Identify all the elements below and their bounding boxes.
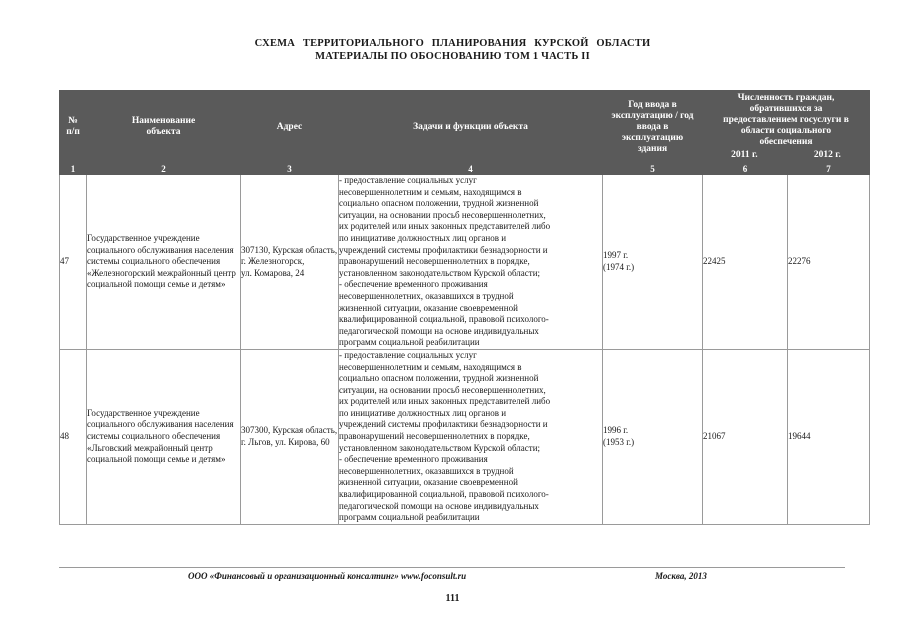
col-number: 5 — [603, 164, 703, 175]
col-number: 2 — [87, 164, 241, 175]
value-2011: 22425 — [703, 175, 788, 350]
object-year: 1996 г. (1953 г.) — [603, 349, 703, 524]
row-number: 48 — [60, 349, 87, 524]
col-header-name: Наименование объекта — [87, 91, 241, 164]
document-header — [0, 37, 905, 63]
object-year: 1997 г. (1974 г.) — [603, 175, 703, 350]
object-tasks: - предоставление социальных услуг несовершеннолетним и семьям, находящимся в социально опасном положении, трудной жизненной ситуации, на основании просьб несовершеннолетних, их родителей или иных законных представителей либо по инициативе должностных лиц органов и учреждений системы профилактики безнадзорности и правонарушений несовершеннолетних в порядке, установленном законодательством Курской области; - обеспечение временного проживания несовершеннолетних, оказавшихся в трудной жизненной ситуации, оказание своевременной квалифицированной социальной, правовой психолого- педагогической помощи на основе индивидуальных программ социальной реабилитации — [339, 349, 603, 524]
object-name: Государственное учреждение социального обслуживания населения системы социального обеспечения «Льговский межрайонный центр социальной помощи семье и детям» — [87, 349, 241, 524]
col-header-address: Адрес — [241, 91, 339, 164]
footer-company: ООО «Финансовый и организационный консалтинг» www.foconsult.ru — [188, 571, 467, 581]
page-number: 111 — [445, 593, 460, 604]
row-number: 47 — [60, 175, 87, 350]
col-number: 1 — [60, 164, 87, 175]
col-header-tasks: Задачи и функции объекта — [339, 91, 603, 164]
object-name: Государственное учреждение социального обслуживания населения системы социального обеспечения «Железногорский межрайонный центр социальной помощи семье и детям» — [87, 175, 241, 350]
col-number: 4 — [339, 164, 603, 175]
value-2012: 19644 — [788, 349, 870, 524]
header-title: СХЕМА ТЕРРИТОРИАЛЬНОГО ПЛАНИРОВАНИЯ КУРСКОЙ ОБЛАСТИ — [254, 38, 651, 49]
column-numbers-row — [60, 164, 870, 175]
value-2011: 21067 — [703, 349, 788, 524]
footer-city-year: Москва, 2013 — [655, 571, 707, 581]
col-header-count: Численность граждан, обратившихся за предоставлением госуслуги в области социального обеспечения 2011 г. 2012 г. — [703, 91, 870, 164]
header-subtitle: МАТЕРИАЛЫ ПО ОБОСНОВАНИЮ ТОМ 1 ЧАСТЬ II — [315, 51, 590, 62]
object-tasks: - предоставление социальных услуг несовершеннолетним и семьям, находящимся в социально опасном положении, трудной жизненной ситуации, на основании просьб несовершеннолетних, их родителей или иных законных представителей либо по инициативе должностных лиц органов и учреждений системы профилактики безнадзорности и правонарушений несовершеннолетних в порядке, установленном законодательством Курской области; - обеспечение временного проживания несовершеннолетних, оказавшихся в трудной жизненной ситуации, оказание своевременной квалифицированной социальной, правовой психолого- педагогической помощи на основе индивидуальных программ социальной реабилитации — [339, 175, 603, 350]
object-address: 307130, Курская область, г. Железногорск, ул. Комарова, 24 — [241, 175, 339, 350]
col-number: 7 — [788, 164, 870, 175]
objects-table — [59, 90, 870, 525]
value-2012: 22276 — [788, 175, 870, 350]
object-address: 307300, Курская область, г. Льгов, ул. Кирова, 60 — [241, 349, 339, 524]
col-header-year: Год ввода в эксплуатацию / год ввода в эксплуатацию здания — [603, 91, 703, 164]
table-row — [60, 175, 870, 350]
col-header-2011: 2011 г. — [731, 150, 758, 160]
col-header-2012: 2012 г. — [813, 150, 841, 160]
col-number: 3 — [241, 164, 339, 175]
table-row — [60, 349, 870, 524]
col-header-num: № п/п — [60, 91, 87, 164]
footer-divider — [59, 567, 845, 568]
col-number: 6 — [703, 164, 788, 175]
